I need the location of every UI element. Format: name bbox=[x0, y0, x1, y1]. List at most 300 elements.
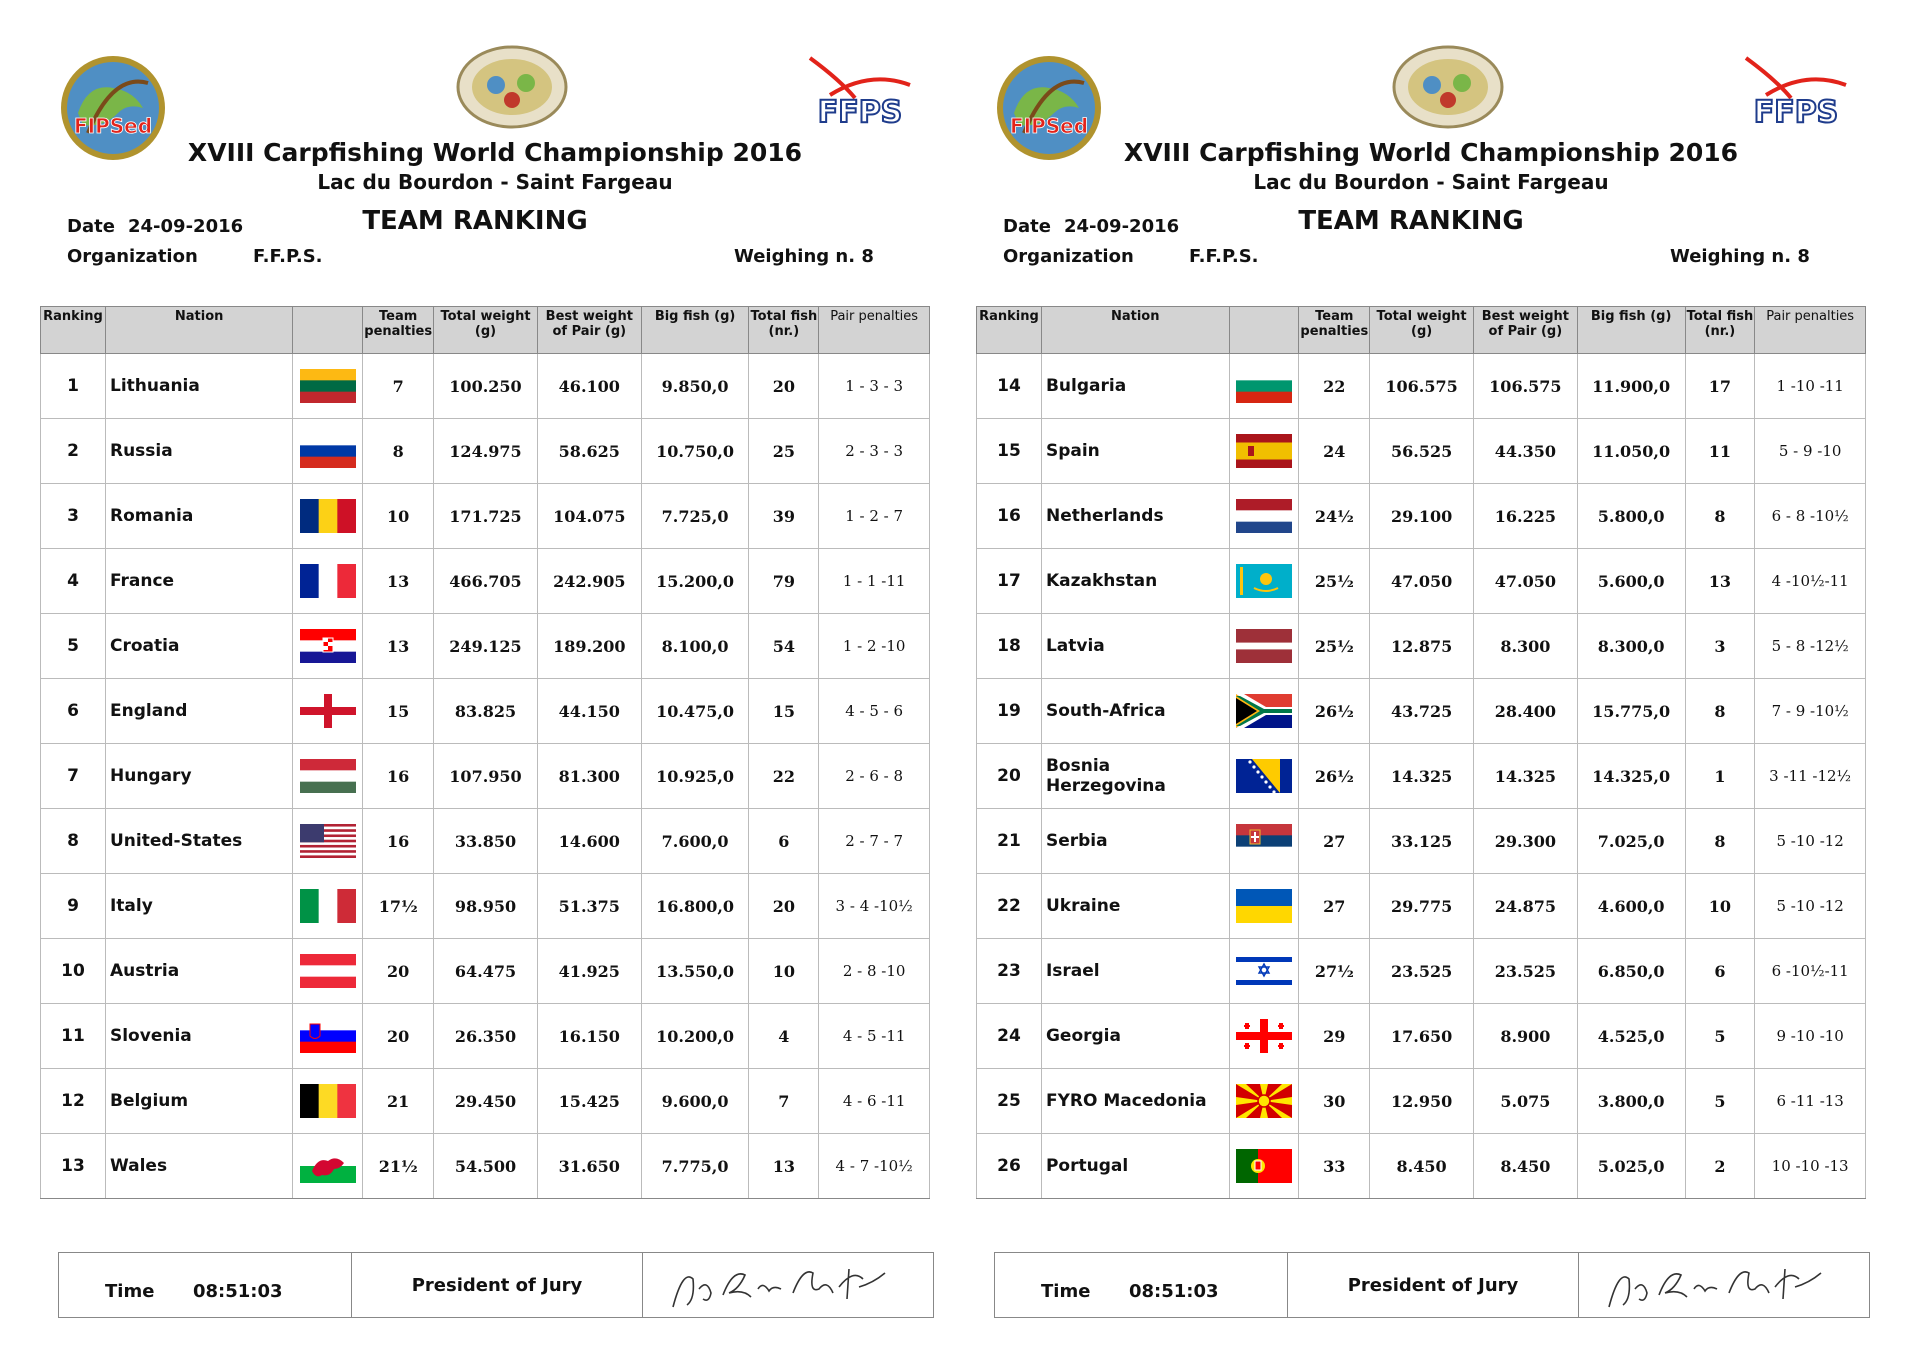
best-weight-cell: 106.575 bbox=[1473, 354, 1577, 419]
big-fish-cell: 3.800,0 bbox=[1577, 1069, 1685, 1134]
nation-cell: Georgia bbox=[1041, 1004, 1229, 1069]
flag-belgium-icon bbox=[300, 1084, 356, 1118]
total-weight-cell: 23.525 bbox=[1370, 939, 1474, 1004]
table-row bbox=[41, 354, 930, 419]
pair-penalties-cell: 7 - 9 -10½ bbox=[1755, 679, 1866, 744]
flag-cell bbox=[1229, 939, 1299, 1004]
ranking-title: TEAM RANKING bbox=[1298, 206, 1524, 236]
rank-cell: 2 bbox=[41, 419, 106, 484]
total-fish-cell: 11 bbox=[1685, 419, 1755, 484]
best-weight-cell: 14.325 bbox=[1473, 744, 1577, 809]
total-fish-cell: 79 bbox=[749, 549, 819, 614]
total-fish-cell: 8 bbox=[1685, 679, 1755, 744]
table-row bbox=[977, 874, 1866, 939]
big-fish-cell: 8.100,0 bbox=[641, 614, 749, 679]
date-value: 24-09-2016 bbox=[128, 216, 244, 237]
flag-cell bbox=[1229, 614, 1299, 679]
flag-latvia-icon bbox=[1236, 629, 1292, 663]
rank-cell: 17 bbox=[977, 549, 1042, 614]
nation-cell: Austria bbox=[105, 939, 292, 1004]
flag-macedonia-icon bbox=[1236, 1084, 1292, 1118]
team-penalties-cell: 20 bbox=[363, 939, 434, 1004]
rank-cell: 22 bbox=[977, 874, 1042, 939]
nation-cell: Serbia bbox=[1041, 809, 1229, 874]
col-flag bbox=[1229, 307, 1299, 354]
pair-penalties-cell: 3 - 4 -10½ bbox=[819, 874, 930, 939]
nation-cell: Latvia bbox=[1041, 614, 1229, 679]
col-big-fish: Big fish (g) bbox=[641, 307, 749, 354]
best-weight-cell: 23.525 bbox=[1473, 939, 1577, 1004]
big-fish-cell: 10.475,0 bbox=[641, 679, 749, 744]
total-fish-cell: 8 bbox=[1685, 484, 1755, 549]
flag-spain-icon bbox=[1236, 434, 1292, 468]
flag-cell bbox=[1229, 1004, 1299, 1069]
rank-cell: 9 bbox=[41, 874, 106, 939]
flag-cell bbox=[293, 744, 363, 809]
nation-cell: Russia bbox=[105, 419, 292, 484]
table-row bbox=[41, 419, 930, 484]
total-fish-cell: 6 bbox=[749, 809, 819, 874]
flag-cell bbox=[1229, 809, 1299, 874]
flag-cell bbox=[293, 939, 363, 1004]
nation-cell: Bulgaria bbox=[1041, 354, 1229, 419]
flag-cell bbox=[293, 1134, 363, 1199]
total-weight-cell: 26.350 bbox=[434, 1004, 538, 1069]
nation-cell: Kazakhstan bbox=[1041, 549, 1229, 614]
col-pair-penalties: Pair penalties bbox=[1755, 307, 1866, 354]
table-row bbox=[977, 1134, 1866, 1199]
team-penalties-cell: 27 bbox=[1299, 809, 1370, 874]
signature bbox=[1599, 1259, 1829, 1313]
championship-logo bbox=[1392, 45, 1504, 130]
col-best-weight: Best weight of Pair (g) bbox=[537, 307, 641, 354]
col-ranking: Ranking bbox=[977, 307, 1042, 354]
venue-subtitle: Lac du Bourdon - Saint Fargeau bbox=[1253, 170, 1609, 194]
best-weight-cell: 5.075 bbox=[1473, 1069, 1577, 1134]
flag-cell bbox=[293, 874, 363, 939]
rank-cell: 14 bbox=[977, 354, 1042, 419]
total-weight-cell: 98.950 bbox=[434, 874, 538, 939]
best-weight-cell: 81.300 bbox=[537, 744, 641, 809]
ranking-title: TEAM RANKING bbox=[362, 206, 588, 236]
total-weight-cell: 100.250 bbox=[434, 354, 538, 419]
best-weight-cell: 28.400 bbox=[1473, 679, 1577, 744]
big-fish-cell: 5.800,0 bbox=[1577, 484, 1685, 549]
flag-cell bbox=[1229, 1134, 1299, 1199]
total-weight-cell: 56.525 bbox=[1370, 419, 1474, 484]
weighing-number: Weighing n. 8 bbox=[734, 246, 874, 267]
rank-cell: 8 bbox=[41, 809, 106, 874]
team-penalties-cell: 29 bbox=[1299, 1004, 1370, 1069]
rank-cell: 6 bbox=[41, 679, 106, 744]
president-of-jury-label: President of Jury bbox=[1347, 1275, 1519, 1296]
rank-cell: 11 bbox=[41, 1004, 106, 1069]
team-penalties-cell: 30 bbox=[1299, 1069, 1370, 1134]
organization-value: F.F.P.S. bbox=[253, 246, 323, 267]
flag-wales-icon bbox=[300, 1149, 356, 1183]
svg-text:FFPS: FFPS bbox=[817, 95, 903, 130]
nation-cell: France bbox=[105, 549, 292, 614]
svg-text:FIPSed: FIPSed bbox=[1009, 114, 1089, 138]
ranking-table bbox=[976, 306, 1866, 1199]
pair-penalties-cell: 1 - 2 - 7 bbox=[819, 484, 930, 549]
team-penalties-cell: 13 bbox=[363, 549, 434, 614]
team-penalties-cell: 25½ bbox=[1299, 614, 1370, 679]
pair-penalties-cell: 2 - 8 -10 bbox=[819, 939, 930, 1004]
total-fish-cell: 25 bbox=[749, 419, 819, 484]
date-value: 24-09-2016 bbox=[1064, 216, 1180, 237]
flag-cell bbox=[1229, 549, 1299, 614]
flag-netherlands-icon bbox=[1236, 499, 1292, 533]
flag-cell bbox=[1229, 874, 1299, 939]
team-penalties-cell: 27½ bbox=[1299, 939, 1370, 1004]
big-fish-cell: 10.200,0 bbox=[641, 1004, 749, 1069]
flag-croatia-icon bbox=[300, 629, 356, 663]
total-weight-cell: 107.950 bbox=[434, 744, 538, 809]
best-weight-cell: 242.905 bbox=[537, 549, 641, 614]
flag-france-icon bbox=[300, 564, 356, 598]
total-fish-cell: 10 bbox=[749, 939, 819, 1004]
best-weight-cell: 16.225 bbox=[1473, 484, 1577, 549]
table-row bbox=[977, 354, 1866, 419]
nation-cell: FYRO Macedonia bbox=[1041, 1069, 1229, 1134]
rank-cell: 26 bbox=[977, 1134, 1042, 1199]
pair-penalties-cell: 2 - 7 - 7 bbox=[819, 809, 930, 874]
big-fish-cell: 14.325,0 bbox=[1577, 744, 1685, 809]
col-pair-penalties: Pair penalties bbox=[819, 307, 930, 354]
table-row bbox=[41, 939, 930, 1004]
team-penalties-cell: 7 bbox=[363, 354, 434, 419]
big-fish-cell: 4.600,0 bbox=[1577, 874, 1685, 939]
rank-cell: 19 bbox=[977, 679, 1042, 744]
nation-cell: Hungary bbox=[105, 744, 292, 809]
total-fish-cell: 4 bbox=[749, 1004, 819, 1069]
total-weight-cell: 106.575 bbox=[1370, 354, 1474, 419]
pair-penalties-cell: 1 - 3 - 3 bbox=[819, 354, 930, 419]
rank-cell: 12 bbox=[41, 1069, 106, 1134]
table-row bbox=[977, 614, 1866, 679]
total-fish-cell: 2 bbox=[1685, 1134, 1755, 1199]
pair-penalties-cell: 4 - 7 -10½ bbox=[819, 1134, 930, 1199]
flag-italy-icon bbox=[300, 889, 356, 923]
pair-penalties-cell: 3 -11 -12½ bbox=[1755, 744, 1866, 809]
total-weight-cell: 17.650 bbox=[1370, 1004, 1474, 1069]
team-penalties-cell: 24½ bbox=[1299, 484, 1370, 549]
col-flag bbox=[293, 307, 363, 354]
total-fish-cell: 13 bbox=[1685, 549, 1755, 614]
pair-penalties-cell: 5 -10 -12 bbox=[1755, 809, 1866, 874]
col-total-weight: Total weight (g) bbox=[1370, 307, 1474, 354]
big-fish-cell: 5.600,0 bbox=[1577, 549, 1685, 614]
pair-penalties-cell: 5 - 8 -12½ bbox=[1755, 614, 1866, 679]
flag-bulgaria-icon bbox=[1236, 369, 1292, 403]
championship-title: XVIII Carpfishing World Championship 2016 bbox=[187, 138, 803, 167]
rank-cell: 20 bbox=[977, 744, 1042, 809]
total-weight-cell: 12.950 bbox=[1370, 1069, 1474, 1134]
total-weight-cell: 47.050 bbox=[1370, 549, 1474, 614]
date-label: Date bbox=[1003, 216, 1051, 237]
total-weight-cell: 29.100 bbox=[1370, 484, 1474, 549]
footer-time-cell bbox=[59, 1253, 352, 1317]
big-fish-cell: 8.300,0 bbox=[1577, 614, 1685, 679]
big-fish-cell: 9.600,0 bbox=[641, 1069, 749, 1134]
flag-cell bbox=[1229, 354, 1299, 419]
col-total-fish: Total fish (nr.) bbox=[749, 307, 819, 354]
flag-cell bbox=[293, 354, 363, 419]
flag-hungary-icon bbox=[300, 759, 356, 793]
table-row bbox=[41, 1134, 930, 1199]
pair-penalties-cell: 4 - 5 -11 bbox=[819, 1004, 930, 1069]
best-weight-cell: 44.350 bbox=[1473, 419, 1577, 484]
nation-cell: Spain bbox=[1041, 419, 1229, 484]
organization-label: Organization bbox=[67, 246, 198, 267]
rank-cell: 3 bbox=[41, 484, 106, 549]
total-weight-cell: 33.850 bbox=[434, 809, 538, 874]
rank-cell: 7 bbox=[41, 744, 106, 809]
big-fish-cell: 10.750,0 bbox=[641, 419, 749, 484]
col-team-penalties: Team penalties bbox=[1299, 307, 1370, 354]
flag-portugal-icon bbox=[1236, 1149, 1292, 1183]
table-row bbox=[977, 744, 1866, 809]
pair-penalties-cell: 4 - 5 - 6 bbox=[819, 679, 930, 744]
big-fish-cell: 16.800,0 bbox=[641, 874, 749, 939]
total-weight-cell: 14.325 bbox=[1370, 744, 1474, 809]
rank-cell: 23 bbox=[977, 939, 1042, 1004]
flag-cell bbox=[293, 1004, 363, 1069]
signature bbox=[663, 1259, 893, 1313]
table-row bbox=[977, 809, 1866, 874]
col-best-weight: Best weight of Pair (g) bbox=[1473, 307, 1577, 354]
organization-value: F.F.P.S. bbox=[1189, 246, 1259, 267]
flag-cell bbox=[293, 614, 363, 679]
right-page bbox=[936, 0, 1896, 1357]
pair-penalties-cell: 9 -10 -10 bbox=[1755, 1004, 1866, 1069]
best-weight-cell: 189.200 bbox=[537, 614, 641, 679]
team-penalties-cell: 16 bbox=[363, 809, 434, 874]
footer bbox=[58, 1252, 934, 1318]
flag-kazakhstan-icon bbox=[1236, 564, 1292, 598]
flag-cell bbox=[1229, 1069, 1299, 1134]
footer-jury-cell bbox=[1288, 1253, 1579, 1317]
big-fish-cell: 7.725,0 bbox=[641, 484, 749, 549]
pair-penalties-cell: 1 - 1 -11 bbox=[819, 549, 930, 614]
total-fish-cell: 54 bbox=[749, 614, 819, 679]
nation-cell: Lithuania bbox=[105, 354, 292, 419]
best-weight-cell: 46.100 bbox=[537, 354, 641, 419]
total-weight-cell: 29.450 bbox=[434, 1069, 538, 1134]
pair-penalties-cell: 6 -10½-11 bbox=[1755, 939, 1866, 1004]
pair-penalties-cell: 2 - 6 - 8 bbox=[819, 744, 930, 809]
footer-time-cell bbox=[995, 1253, 1288, 1317]
team-penalties-cell: 27 bbox=[1299, 874, 1370, 939]
big-fish-cell: 7.600,0 bbox=[641, 809, 749, 874]
ffps-logo bbox=[1736, 50, 1856, 140]
best-weight-cell: 104.075 bbox=[537, 484, 641, 549]
flag-serbia-icon bbox=[1236, 824, 1292, 858]
total-fish-cell: 15 bbox=[749, 679, 819, 744]
team-penalties-cell: 21½ bbox=[363, 1134, 434, 1199]
table-header-row bbox=[977, 307, 1866, 354]
best-weight-cell: 29.300 bbox=[1473, 809, 1577, 874]
flag-cell bbox=[293, 549, 363, 614]
date-label: Date bbox=[67, 216, 115, 237]
big-fish-cell: 11.050,0 bbox=[1577, 419, 1685, 484]
table-row bbox=[41, 744, 930, 809]
time-value: 08:51:03 bbox=[193, 1281, 283, 1302]
pair-penalties-cell: 4 - 6 -11 bbox=[819, 1069, 930, 1134]
flag-slovenia-icon bbox=[300, 1019, 356, 1053]
championship-logo bbox=[456, 45, 568, 130]
flag-bosnia-icon bbox=[1236, 759, 1292, 793]
table-row bbox=[977, 939, 1866, 1004]
table-header-row bbox=[41, 307, 930, 354]
total-weight-cell: 43.725 bbox=[1370, 679, 1474, 744]
total-fish-cell: 5 bbox=[1685, 1004, 1755, 1069]
team-penalties-cell: 8 bbox=[363, 419, 434, 484]
best-weight-cell: 8.450 bbox=[1473, 1134, 1577, 1199]
big-fish-cell: 15.775,0 bbox=[1577, 679, 1685, 744]
flag-cell bbox=[1229, 744, 1299, 809]
best-weight-cell: 58.625 bbox=[537, 419, 641, 484]
total-weight-cell: 8.450 bbox=[1370, 1134, 1474, 1199]
big-fish-cell: 4.525,0 bbox=[1577, 1004, 1685, 1069]
flag-cell bbox=[293, 809, 363, 874]
total-fish-cell: 5 bbox=[1685, 1069, 1755, 1134]
pair-penalties-cell: 10 -10 -13 bbox=[1755, 1134, 1866, 1199]
big-fish-cell: 11.900,0 bbox=[1577, 354, 1685, 419]
ranking-table bbox=[40, 306, 930, 1199]
total-fish-cell: 8 bbox=[1685, 809, 1755, 874]
footer-signature-cell bbox=[643, 1253, 933, 1317]
flag-austria-icon bbox=[300, 954, 356, 988]
flag-israel-icon bbox=[1236, 954, 1292, 988]
flag-ukraine-icon bbox=[1236, 889, 1292, 923]
nation-cell: Ukraine bbox=[1041, 874, 1229, 939]
total-weight-cell: 33.125 bbox=[1370, 809, 1474, 874]
time-value: 08:51:03 bbox=[1129, 1281, 1219, 1302]
table-row bbox=[977, 679, 1866, 744]
rank-cell: 15 bbox=[977, 419, 1042, 484]
nation-cell: England bbox=[105, 679, 292, 744]
time-label: Time bbox=[1041, 1281, 1091, 1302]
best-weight-cell: 47.050 bbox=[1473, 549, 1577, 614]
flag-england-icon bbox=[300, 694, 356, 728]
table-row bbox=[41, 1004, 930, 1069]
big-fish-cell: 7.025,0 bbox=[1577, 809, 1685, 874]
table-row bbox=[41, 874, 930, 939]
big-fish-cell: 6.850,0 bbox=[1577, 939, 1685, 1004]
rank-cell: 18 bbox=[977, 614, 1042, 679]
team-penalties-cell: 26½ bbox=[1299, 679, 1370, 744]
pair-penalties-cell: 6 -11 -13 bbox=[1755, 1069, 1866, 1134]
nation-cell: United-States bbox=[105, 809, 292, 874]
big-fish-cell: 15.200,0 bbox=[641, 549, 749, 614]
team-penalties-cell: 26½ bbox=[1299, 744, 1370, 809]
total-fish-cell: 17 bbox=[1685, 354, 1755, 419]
rank-cell: 25 bbox=[977, 1069, 1042, 1134]
total-weight-cell: 54.500 bbox=[434, 1134, 538, 1199]
big-fish-cell: 7.775,0 bbox=[641, 1134, 749, 1199]
rank-cell: 13 bbox=[41, 1134, 106, 1199]
big-fish-cell: 13.550,0 bbox=[641, 939, 749, 1004]
table-row bbox=[977, 549, 1866, 614]
flag-lithuania-icon bbox=[300, 369, 356, 403]
col-total-fish: Total fish (nr.) bbox=[1685, 307, 1755, 354]
pair-penalties-cell: 1 - 2 -10 bbox=[819, 614, 930, 679]
nation-cell: Italy bbox=[105, 874, 292, 939]
team-penalties-cell: 25½ bbox=[1299, 549, 1370, 614]
team-penalties-cell: 22 bbox=[1299, 354, 1370, 419]
flag-romania-icon bbox=[300, 499, 356, 533]
pair-penalties-cell: 1 -10 -11 bbox=[1755, 354, 1866, 419]
big-fish-cell: 10.925,0 bbox=[641, 744, 749, 809]
nation-cell: Netherlands bbox=[1041, 484, 1229, 549]
table-row bbox=[41, 679, 930, 744]
best-weight-cell: 24.875 bbox=[1473, 874, 1577, 939]
best-weight-cell: 15.425 bbox=[537, 1069, 641, 1134]
total-weight-cell: 171.725 bbox=[434, 484, 538, 549]
weighing-number: Weighing n. 8 bbox=[1670, 246, 1810, 267]
rank-cell: 16 bbox=[977, 484, 1042, 549]
time-label: Time bbox=[105, 1281, 155, 1302]
team-penalties-cell: 24 bbox=[1299, 419, 1370, 484]
rank-cell: 1 bbox=[41, 354, 106, 419]
pair-penalties-cell: 5 - 9 -10 bbox=[1755, 419, 1866, 484]
total-fish-cell: 20 bbox=[749, 874, 819, 939]
best-weight-cell: 8.900 bbox=[1473, 1004, 1577, 1069]
flag-cell bbox=[293, 679, 363, 744]
flag-cell bbox=[293, 419, 363, 484]
rank-cell: 5 bbox=[41, 614, 106, 679]
pair-penalties-cell: 4 -10½-11 bbox=[1755, 549, 1866, 614]
svg-text:FFPS: FFPS bbox=[1753, 95, 1839, 130]
team-penalties-cell: 13 bbox=[363, 614, 434, 679]
ffps-logo bbox=[800, 50, 920, 140]
team-penalties-cell: 16 bbox=[363, 744, 434, 809]
col-nation: Nation bbox=[105, 307, 292, 354]
rank-cell: 21 bbox=[977, 809, 1042, 874]
total-fish-cell: 39 bbox=[749, 484, 819, 549]
nation-cell: Portugal bbox=[1041, 1134, 1229, 1199]
flag-south-africa-icon bbox=[1236, 694, 1292, 728]
best-weight-cell: 8.300 bbox=[1473, 614, 1577, 679]
table-row bbox=[41, 484, 930, 549]
best-weight-cell: 31.650 bbox=[537, 1134, 641, 1199]
total-weight-cell: 466.705 bbox=[434, 549, 538, 614]
table-row bbox=[41, 1069, 930, 1134]
flag-cell bbox=[1229, 484, 1299, 549]
table-row bbox=[977, 484, 1866, 549]
pair-penalties-cell: 5 -10 -12 bbox=[1755, 874, 1866, 939]
president-of-jury-label: President of Jury bbox=[411, 1275, 583, 1296]
flag-cell bbox=[293, 484, 363, 549]
flag-cell bbox=[293, 1069, 363, 1134]
col-team-penalties: Team penalties bbox=[363, 307, 434, 354]
team-penalties-cell: 21 bbox=[363, 1069, 434, 1134]
col-ranking: Ranking bbox=[41, 307, 106, 354]
nation-cell: Belgium bbox=[105, 1069, 292, 1134]
table-row bbox=[41, 549, 930, 614]
total-weight-cell: 249.125 bbox=[434, 614, 538, 679]
svg-text:FIPSed: FIPSed bbox=[73, 114, 153, 138]
team-penalties-cell: 33 bbox=[1299, 1134, 1370, 1199]
flag-cell bbox=[1229, 419, 1299, 484]
total-fish-cell: 22 bbox=[749, 744, 819, 809]
best-weight-cell: 51.375 bbox=[537, 874, 641, 939]
flag-georgia-icon bbox=[1236, 1019, 1292, 1053]
total-fish-cell: 13 bbox=[749, 1134, 819, 1199]
rank-cell: 10 bbox=[41, 939, 106, 1004]
